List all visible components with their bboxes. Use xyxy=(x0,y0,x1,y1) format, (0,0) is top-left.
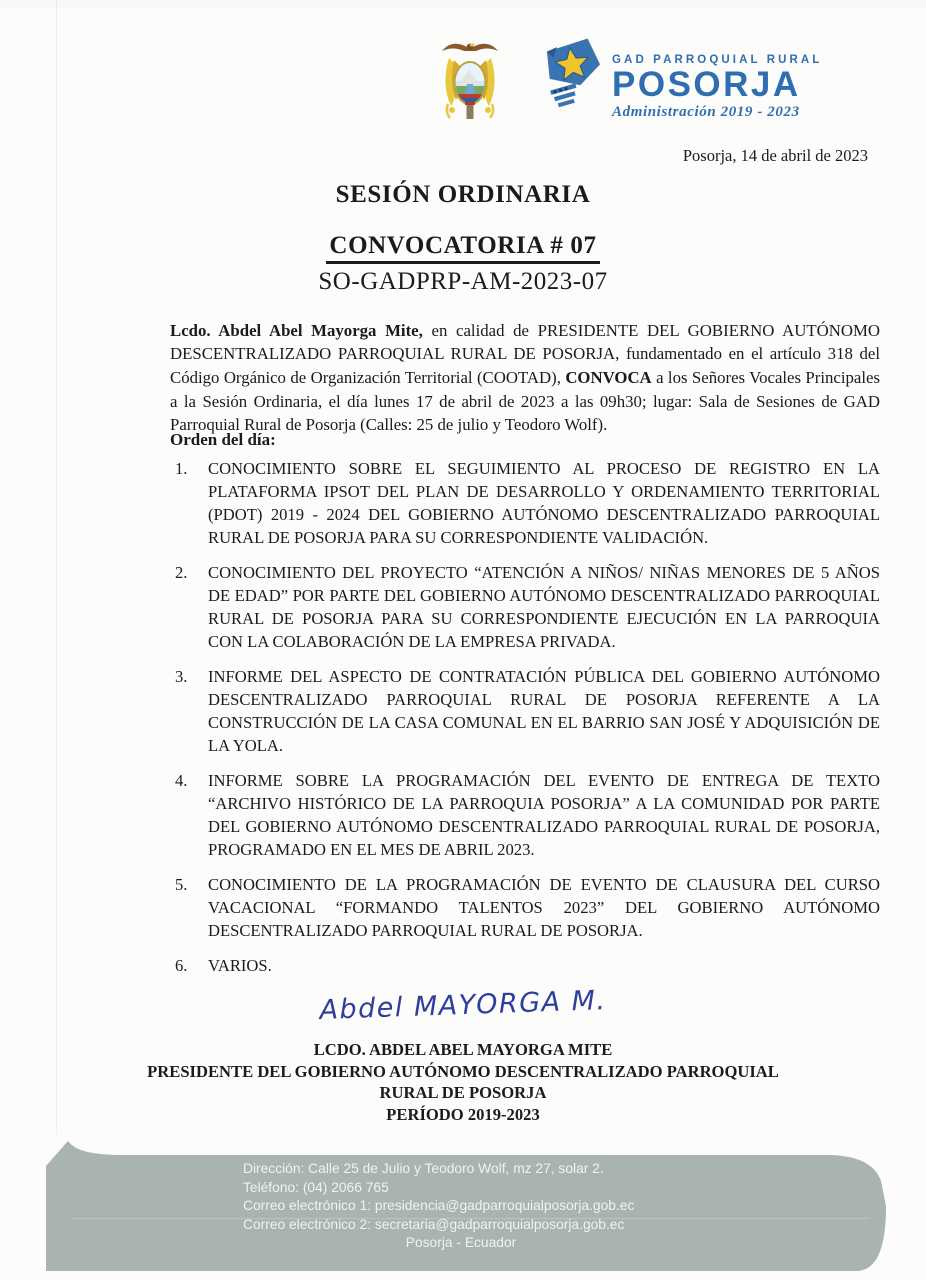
footer-contact-info xyxy=(243,1160,679,1253)
date-line: Posorja, 14 de abril de 2023 xyxy=(682,146,868,165)
footer-address: Dirección: Calle 25 de Julio y Teodoro Wolf, mz 27, solar 2. xyxy=(243,1161,604,1176)
agenda-item xyxy=(170,954,880,977)
convoca-emphasis: CONVOCA xyxy=(565,367,652,387)
agenda-heading: Orden del día: xyxy=(170,430,276,449)
convocation-number: CONVOCATORIA # 07 xyxy=(326,232,599,264)
agenda-item-text: INFORME SOBRE LA PROGRAMACIÓN DEL EVENTO DE ENTREGA DE TEXTO “ARCHIVO HISTÓRICO DE LA PARROQUIA POSORJA” A LA COMUNIDAD POR PARTE DEL GOBIERNO AUTÓNOMO DESCENTRALIZADO PARROQUIAL RURAL DE POSORJA, PROGRAMADO EN EL MES DE ABRIL 2023. xyxy=(208,771,880,859)
brand-org-name: POSORJA xyxy=(612,65,801,104)
ecuador-coat-of-arms-icon xyxy=(438,38,502,128)
agenda-item-number: 2. xyxy=(175,563,188,582)
footer-email-1: Correo electrónico 1: presidencia@gadparroquialposorja.gob.ec xyxy=(243,1198,635,1214)
agenda-item xyxy=(170,665,880,757)
agenda-item xyxy=(170,561,880,653)
president-name-lead: Lcdo. Abdel Abel Mayorga Mite, xyxy=(170,320,423,340)
document-code: SO-GADPRP-AM-2023-07 xyxy=(318,268,608,295)
document-header xyxy=(438,38,822,128)
footer-location: Posorja - Ecuador xyxy=(405,1235,517,1251)
brand-org-type: GAD PARROQUIAL RURAL xyxy=(612,54,823,66)
agenda-item xyxy=(170,457,880,549)
agenda-item xyxy=(170,873,880,942)
posorja-shield-logo-icon xyxy=(542,38,606,110)
signer-name: LCDO. ABDEL ABEL MAYORGA MITE xyxy=(313,1040,613,1059)
agenda-item-number: 3. xyxy=(175,667,188,686)
brand-text xyxy=(612,38,822,121)
signature-block xyxy=(0,1039,926,1125)
agenda-item-number: 4. xyxy=(175,771,188,790)
agenda-item-text: CONOCIMIENTO DEL PROYECTO “ATENCIÓN A NIÑOS/ NIÑAS MENORES DE 5 AÑOS DE EDAD” POR PARTE DEL GOBIERNO AUTÓNOMO DESCENTRALIZADO PARROQUIAL RURAL DE POSORJA PARA SU CORRESPONDIENTE EJECUCIÓN EN LA PARROQUIA CON LA COLABORACIÓN DE LA EMPRESA PRIVADA. xyxy=(208,563,880,651)
scan-artifact xyxy=(56,0,57,1135)
agenda-item-number: 5. xyxy=(175,875,188,894)
signer-role-line1: PRESIDENTE DEL GOBIERNO AUTÓNOMO DESCENTRALIZADO PARROQUIAL xyxy=(147,1061,779,1081)
agenda-item-number: 6. xyxy=(175,956,188,975)
footer-email-2: Correo electrónico 2: secretaria@gadparroquialposorja.gob.ec xyxy=(243,1216,625,1232)
agenda-item-text: CONOCIMIENTO DE LA PROGRAMACIÓN DE EVENTO DE CLAUSURA DEL CURSO VACACIONAL “FORMANDO TALENTOS 2023” DEL GOBIERNO AUTÓNOMO DESCENTRALIZADO PARROQUIAL RURAL DE POSORJA. xyxy=(208,875,880,940)
intro-text-1: en calidad de PRESIDENTE DEL GOBIERNO AUTÓNOMO DESCENTRALIZADO PARROQUIAL RURAL DE POSORJA, fundamentado en el artículo 318 del Código Orgánico de Organización Territorial (COOTAD), xyxy=(170,320,880,387)
agenda-item-text: CONOCIMIENTO SOBRE EL SEGUIMIENTO AL PROCESO DE REGISTRO EN LA PLATAFORMA IPSOT DEL PLAN DE DESARROLLO Y ORDENAMIENTO TERRITORIAL (PDOT) 2019 - 2024 DEL GOBIERNO AUTÓNOMO DESCENTRALIZADO PARROQUIAL RURAL DE POSORJA PARA SU CORRESPONDIENTE VALIDACIÓN. xyxy=(208,459,880,547)
agenda-item xyxy=(170,769,880,861)
signer-period: PERÍODO 2019-2023 xyxy=(386,1104,540,1124)
agenda-item-text: VARIOS. xyxy=(208,956,272,975)
scan-artifact xyxy=(0,0,926,8)
title-block xyxy=(0,181,926,296)
handwritten-signature: Abdel MAYORGA M. xyxy=(318,984,608,1027)
agenda-item-text: INFORME DEL ASPECTO DE CONTRATACIÓN PÚBLICA DEL GOBIERNO AUTÓNOMO DESCENTRALIZADO PARROQUIAL RURAL DE POSORJA REFERENTE A LA CONSTRUCCIÓN DE LA CASA COMUNAL EN EL BARRIO SAN JOSÉ Y ADQUISICIÓN DE LA YOLA. xyxy=(208,667,880,755)
footer-phone: Teléfono: (04) 2066 765 xyxy=(243,1179,389,1195)
agenda-item-number: 1. xyxy=(175,459,188,478)
agenda-list xyxy=(170,457,880,989)
brand-administration: Administración 2019 - 2023 xyxy=(612,103,800,120)
session-title: SESIÓN ORDINARIA xyxy=(335,181,591,208)
signer-role-line2: RURAL DE POSORJA xyxy=(379,1083,547,1102)
intro-text-2: a los Señores Vocales Principales a la Sesión Ordinaria, el día lunes 17 de abril de 2023 a las 09h30; lugar: Sala de Sesiones de GAD Parroquial Rural de Posorja (Calles: 25 de julio y Teodoro Wolf). xyxy=(170,367,880,435)
posorja-brand xyxy=(542,38,822,121)
intro-paragraph xyxy=(170,319,880,437)
